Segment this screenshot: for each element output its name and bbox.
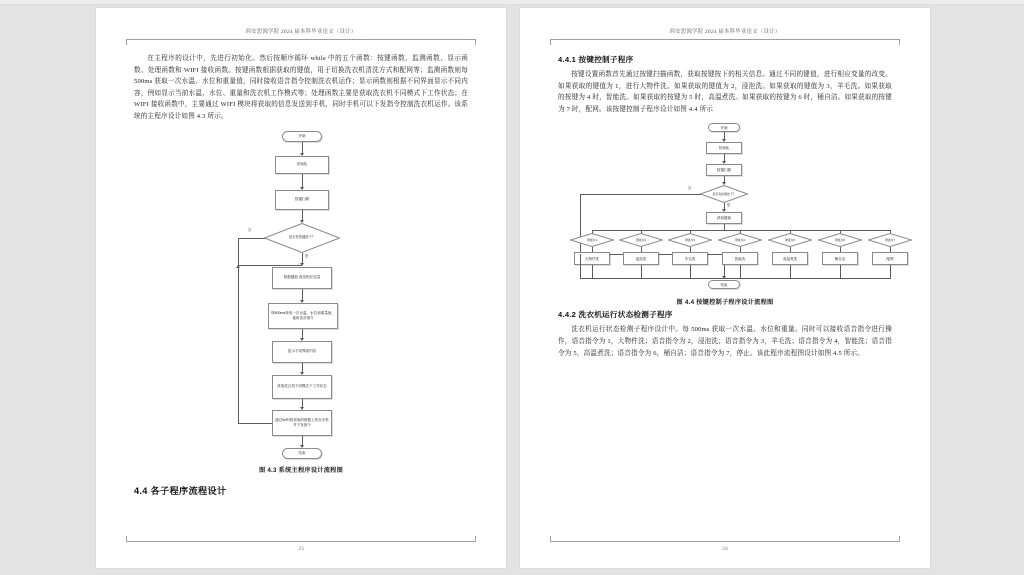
flow-edge: [592, 265, 593, 279]
flow-edge: [580, 278, 594, 279]
flow-node-branch-decision-6: [818, 233, 862, 247]
flow-node-branch-action-4: 智能洗: [722, 252, 758, 265]
flow-node-set-variable: 根据键值 改变相应变量: [272, 267, 332, 289]
flow-edge: [690, 265, 691, 279]
page-number-left: 23: [298, 546, 304, 552]
flow-edge-loopback: [238, 265, 239, 423]
figure-4-4-flowchart: [558, 123, 895, 287]
subsection-title: 洗衣机运行状态检测子程序: [578, 310, 673, 320]
figure-caption-4-4: 图 4.4 按键控制子程序设计流程图: [676, 299, 774, 307]
flow-edge: [740, 265, 741, 279]
document-page-left[interactable]: [96, 8, 506, 568]
section-number: 4.4: [134, 485, 148, 496]
flow-arrow: [722, 276, 726, 279]
flow-node-key-scan: 按键扫描: [706, 164, 742, 176]
flow-node-branch-decision-1: [570, 233, 614, 247]
flow-node-decision-keypressed: [700, 185, 748, 203]
flow-node-branch-decision-2: [619, 233, 663, 247]
flow-node-decision-label: 是否有按键按下？: [289, 234, 315, 239]
flow-node-branch-action-3: 羊毛洗: [672, 252, 708, 265]
flow-branch-decision-label: 键值为4: [735, 238, 745, 242]
flow-edge: [580, 254, 581, 279]
flow-edge: [238, 238, 239, 266]
paragraph-key-control: 按键设置函数首先通过按键扫描函数，获取按键按下的相关信息。通过不同的键值，进行相应变量的改变。如果获取的键值为 1，进行大物件洗。如果获取的键值为 2，浸泡洗。如果获取的键值为 3，羊毛洗。如果获取的按键为 4 时，智能洗。如果获取的按键为 5 时，高温煮洗。如果获取的按键为 6 时，桶自洁。如果获取的按键为 7 时，配网。该按键控制子程序设计如图 4.4 所示: [558, 70, 892, 113]
flow-branch-decision-label: 键值为3: [685, 238, 695, 242]
flow-edge: [238, 265, 302, 266]
paragraph-run-state-detect: 洗衣机运行状态检测子程序设计中。每 500ms 获取一次水温、水位和重量。同时可以接收语音指令进行操作，语音指令为 1，大物件洗；语音指令为 2，浸泡洗；语音指令为 3，羊毛洗；语音指令为 4，智能洗；语音指令为 5，高温煮洗；语音指令为 6，桶自洁；语音指令为 7，停止。该此程序流程图设计如图 4.5 所示。: [558, 326, 892, 357]
flow-arrow: [236, 265, 240, 268]
flow-node-wifi: 通过WIFI将获取的数据上传至手机并下发指令: [272, 410, 332, 436]
document-page-right[interactable]: [520, 8, 930, 568]
flow-edge: [580, 194, 701, 195]
header-rule-left: [126, 39, 476, 45]
figure-caption-4-3: 图 4.3 系统主程序设计流程图: [258, 466, 344, 474]
footer-rule-left: [126, 536, 476, 542]
flow-edge-loopback: [238, 423, 272, 424]
flow-node-get-keyvalue: 获取键值: [706, 212, 742, 224]
flow-node-branch-decision-4: [718, 233, 762, 247]
flow-edge: [790, 265, 791, 279]
flow-node-branch-action-6: 桶自洁: [822, 252, 858, 265]
figure-4-3-flowchart: [134, 129, 468, 455]
flow-branch-decision-label: 键值为5: [785, 238, 795, 242]
subsection-number: 4.4.2: [558, 310, 577, 320]
flow-node-end: 结束: [708, 280, 740, 289]
subsection-heading-4-4-1: [558, 53, 892, 66]
flow-edge-label-yes: 是: [305, 253, 309, 258]
flow-branch-decision-label: 键值为1: [587, 238, 597, 242]
flow-edge: [840, 265, 841, 279]
flow-node-display: 显示不同界面内容: [272, 341, 332, 363]
flow-edge-merge: [592, 278, 890, 279]
flow-node-decision-keypressed: [264, 223, 340, 253]
flow-edge: [238, 238, 265, 239]
flow-branch-decision-label: 键值为6: [835, 238, 845, 242]
flow-node-key-scan: 按键扫描: [275, 190, 329, 210]
flow-branch-decision-label: 键值为2: [636, 238, 646, 242]
flow-arrow: [300, 263, 304, 266]
flow-node-decision-label: 是否有按键按下？: [712, 191, 736, 196]
flow-node-branch-action-5: 高温煮洗: [772, 252, 808, 265]
flow-node-branch-action-7: 配网: [872, 252, 908, 265]
subsection-number: 4.4.1: [558, 54, 577, 64]
section-title: 各子程序流程设计: [150, 485, 227, 496]
flow-edge-label-no: 否: [688, 186, 692, 191]
footer-rule-right: [550, 536, 900, 542]
section-heading-4-4: [134, 484, 468, 499]
flow-node-init: 初始化: [706, 142, 742, 154]
flow-node-process-state: 获取洗衣机不同模式下工作状态: [272, 375, 332, 399]
flow-branch-decision-label: 键值为7: [885, 238, 895, 242]
running-header-right: 西安思源学院 2024 届本科毕业论文（设计）: [669, 29, 781, 35]
viewer-topbar: [0, 0, 1024, 5]
flow-node-branch-action-1: 大物件洗: [574, 252, 610, 265]
flow-node-start: 开始: [282, 131, 322, 142]
flow-node-end: 结束: [282, 448, 322, 459]
header-rule-right: [550, 39, 900, 45]
flow-edge: [641, 265, 642, 279]
flow-edge-bus: [592, 230, 890, 231]
subsection-title: 按键控制子程序: [578, 54, 634, 64]
flow-edge-label-yes: 是: [727, 203, 731, 208]
flow-edge: [890, 265, 891, 279]
flow-edge-label-no: 否: [248, 227, 252, 232]
running-header-left: 西安思源学院 2024 届本科毕业论文（设计）: [245, 29, 357, 35]
flow-node-start: 开始: [708, 123, 740, 132]
page-number-right: 24: [722, 546, 728, 552]
flow-node-monitor: 每500ms获取一次水温、水位和重量值，接收语音指令: [268, 303, 338, 329]
flow-node-init: 初始化: [275, 156, 329, 174]
flow-node-branch-decision-3: [668, 233, 712, 247]
paragraph-main-program: 在主程序的设计中，先进行初始化。然后按顺序循环 while 中的五个函数：按键函数、监测函数、显示函数、处理函数和 WIFI 接收函数。按键函数根据获取的键值，用于切换洗衣机清洗方式和配网等；监测函数则每 500ms 获取一次水温、水位和重量值，同时接收语音指令控制洗衣机运作；显示函数则根据不同界面显示不同内容，例如显示当前水温、水位、重量和洗衣机工作模式等；处理函数主要是获取洗衣机不同模式下工作状态；在 WIFI 接收函数中，主要通过 WIFI 模块将获取的信息发送到手机，同时手机可以下发指令控制洗衣机运作。该系统的主程序设计如图 4.3 所示。: [134, 54, 468, 120]
flow-node-branch-decision-5: [768, 233, 812, 247]
flow-node-branch-decision-7: [868, 233, 912, 247]
flow-node-branch-action-2: 浸泡洗: [623, 252, 659, 265]
subsection-heading-4-4-2: [558, 308, 892, 321]
